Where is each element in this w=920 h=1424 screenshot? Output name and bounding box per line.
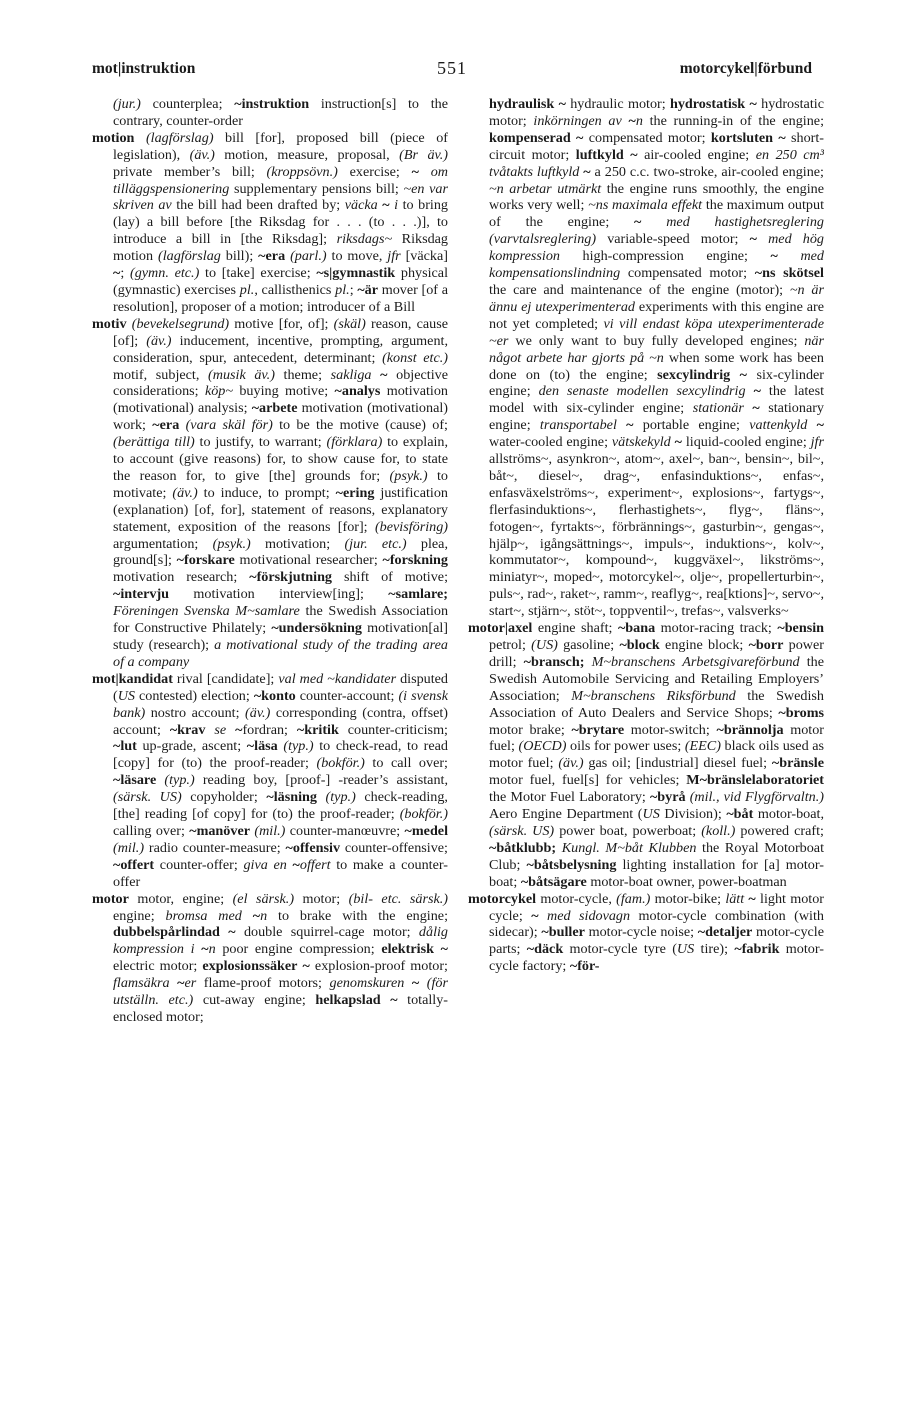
right-column — [468, 96, 824, 1396]
dictionary-entry: motor|axel engine shaft; ~bana motor-racing track; ~bensin petrol; (US) gasoline; ~block engine block; ~borr power drill; ~bransch; M~branschens Arbetsgivareförbund the Swedish Automobile Servicing and Retailing Employers’ Association; M~branschens Riksförbund the Swedish Association of Auto Dealers and Service Shops; ~broms motor brake; ~brytare motor-switch; ~brännolja motor fuel; (OECD) oils for power uses; (EEC) black oils used as motor fuel; (äv.) gas oil; [industrial] diesel fuel; ~bränsle motor fuel, fuel[s] for vehicles; M~bränslelaboratoriet the Motor Fuel Laboratory; ~byrå (mil., vid Flygförvaltn.) Aero Engine Department (US Division); ~båt motor-boat, (särsk. US) power boat, powerboat; (koll.) powered craft; ~båtklubb; Kungl. M~båt Klubben the Royal Motorboat Club; ~båtsbelysning lighting installation for [a] motor-boat; ~båtsägare motor-boat owner, power-boatman — [468, 620, 824, 890]
entry-continuation: (jur.) counterplea; ~instruktion instruction[s] to the contrary, counter-order — [113, 96, 448, 129]
left-column — [92, 96, 448, 1396]
dictionary-entry: motion (lagförslag) bill [for], proposed bill (piece of legislation), (äv.) motion, measure, proposal, (Br äv.) private member’s bill; (kroppsövn.) exercise; ~ om tilläggspensionering supplementary pensions bill; ~en var skriven av the bill had been drafted by; väcka ~ i to bring (lay) a bill before [the Riksdag for . . . (to . . .)], to introduce a bill in [the Riksdag]; riksdags~ Riksdag motion (lagförslag bill); ~era (parl.) to move, jfr [väcka] ~; (gymn. etc.) to [take] exercise; ~s|gymnastik physical (gymnastic) exercises pl., callisthenics pl.; ~är mover [of a resolution], proposer of a motion; introducer of a Bill — [92, 129, 448, 315]
header-left-guideword: mot|instruktion — [92, 60, 196, 77]
dictionary-entry: motor motor, engine; (el särsk.) motor; (bil- etc. särsk.) engine; bromsa med ~n to brake with the engine; dubbelspårlindad ~ double squirrel-cage motor; dålig kompression i ~n poor engine compression; elektrisk ~ electric motor; explosionssäker ~ explosion-proof motor; flamsäkra ~er flame-proof motors; genomskuren ~ (för utställn. etc.) cut-away engine; helkapslad ~ totally-enclosed motor; — [92, 890, 448, 1025]
dictionary-entry: mot|kandidat rival [candidate]; val med ~kandidater disputed (US contested) election; ~konto counter-account; (i svensk bank) nostro account; (äv.) corresponding (contra, offset) account; ~krav se ~fordran; ~kritik counter-criticism; ~lut up-grade, ascent; ~läsa (typ.) to check-read, to read [copy] for (to) the proof-reader; (bokför.) to call over; ~läsare (typ.) reading boy, [proof-] -reader’s assistant, (särsk. US) copyholder; ~läsning (typ.) check-reading, [the] reading [of copy] for (to) the proof-reader; (bokför.) calling over; ~manöver (mil.) counter-manœuvre; ~medel (mil.) radio counter-measure; ~offensiv counter-offensive; ~offert counter-offer; giva en ~offert to make a counter-offer — [92, 670, 448, 890]
page-header — [92, 60, 812, 86]
entry-continuation: hydraulisk ~ hydraulic motor; hydrostatisk ~ hydrostatic motor; inkörningen av ~n the running-in of the engine; kompenserad ~ compensated motor; kortsluten ~ short-circuit motor; luftkyld ~ air-cooled engine; en 250 cm³ tvåtakts luftkyld ~ a 250 c.c. two-stroke, air-cooled engine; ~n arbetar utmärkt the engine runs smoothly, the engine works very well; ~ns maximala effekt the maximum output of the engine; ~ med hastighetsreglering (varvtalsreglering) variable-speed motor; ~ med hög kompression high-compression engine; ~ med kompensationslindning compensated motor; ~ns skötsel the care and maintenance of the engine (motor); ~n är ännu ej utexperimenterad experiments with this engine are not yet completed; vi vill endast köpa utexperimenterade ~er we only want to buy fully developed engines; när något arbete har gjorts på ~n when some work has been done on (to) the engine; sexcylindrig ~ six-cylinder engine; den senaste modellen sexcylindrig ~ the latest model with six-cylinder engine; stationär ~ stationary engine; transportabel ~ portable engine; vattenkyld ~ water-cooled engine; vätskekyld ~ liquid-cooled engine; jfr allströms~, asynkron~, atom~, axel~, ban~, bensin~, bil~, båt~, diesel~, drag~, enfasinduktions~, enfas~, enfasväxelströms~, experiment~, explosions~, fartygs~, flerfasinduktions~, flerhastighets~, flyg~, fläns~, fotogen~, fyrtakts~, förbrännings~, gasturbin~, gengas~, hjälp~, igångsättnings~, impuls~, induktions~, kolv~, kommutator~, kompound~, kuggväxel~, likströms~, miniatyr~, moped~, motorcykel~, olje~, propellerturbin~, puls~, rad~, raket~, ramm~, reaflyg~, rea[ktions]~, servo~, start~, stjärn~, stöt~, toppventil~, trefas~, valsverks~ — [489, 96, 824, 620]
page-number: 551 — [437, 58, 467, 78]
dictionary-entry: motorcykel motor-cycle, (fam.) motor-bike; lätt ~ light motor cycle; ~ med sidovagn motor-cycle combination (with sidecar); ~buller motor-cycle noise; ~detaljer motor-cycle parts; ~däck motor-cycle tyre (US tire); ~fabrik motor-cycle factory; ~för- — [468, 890, 824, 975]
header-right-guideword: motorcykel|förbund — [679, 60, 812, 77]
dictionary-entry: motiv (bevekelsegrund) motive [for, of]; (skäl) reason, cause [of]; (äv.) inducement, incentive, prompting, argument, consideration, spur, antecedent, determinant; (konst etc.) motif, subject, (musik äv.) theme; sakliga ~ objective considerations; köp~ buying motive; ~analys motivation (motivational) analysis; ~arbete motivation (motivational) work; ~era (vara skäl för) to be the motive (cause) of; (berättiga till) to justify, to warrant; (förklara) to explain, to account (give reasons) for, to show cause for, to state the reason for, to give [the] grounds for; (psyk.) to motivate; (äv.) to induce, to prompt; ~ering justification (explanation) [of, for], statement of reasons, explanatory statement, exposition of the reasons [for]; (bevisföring) argumentation; (psyk.) motivation; (jur. etc.) plea, ground[s]; ~forskare motivational researcher; ~forskning motivation research; ~förskjutning shift of motive; ~intervju motivation interview[ing]; ~samlare; Föreningen Svenska M~samlare the Swedish Association for Constructive Philately; ~undersökning motivation[al] study (research); a motivational study of the trading area of a company — [92, 315, 448, 670]
